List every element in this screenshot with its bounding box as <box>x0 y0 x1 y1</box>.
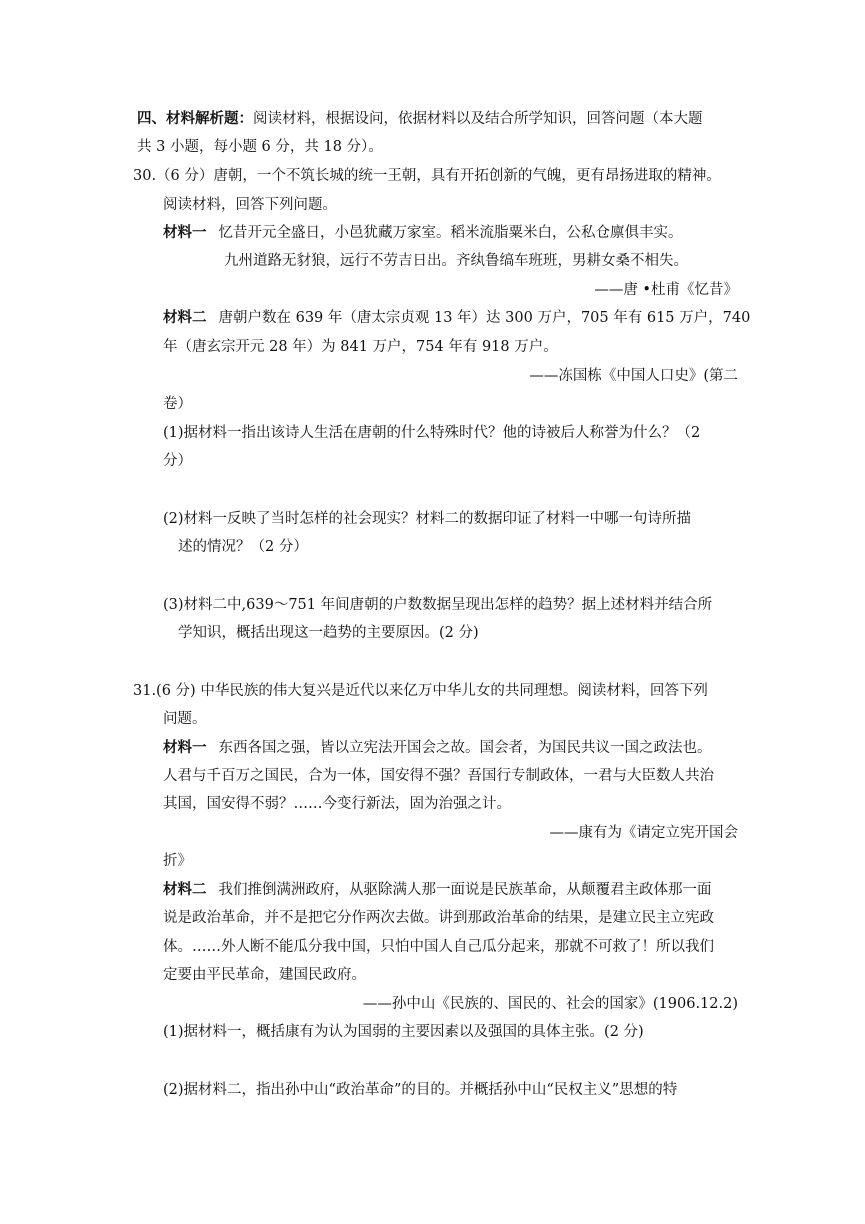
q30-subquestion-3-cont: 学知识，概括出现这一趋势的主要原因。(2 分) <box>178 625 479 641</box>
q31-material1-line1: 东西各国之强，皆以立宪法开国会之故。国会者，为国民共议一国之政法也。 <box>218 740 712 756</box>
q31-stem-line1: 31.(6 分) 中华民族的伟大复兴是近代以来亿万中华儿女的共同理想。阅读材料，回答下列 <box>133 683 708 699</box>
q31-material2-line1: 我们推倒满洲政府，从驱除满人那一面说是民族革命，从颠覆君主政体那一面 <box>218 882 712 898</box>
q30-material2 <box>163 308 750 328</box>
q31-material2-source: ——孙中山《民族的、国民的、社会的国家》(1906.12.2) <box>362 996 738 1012</box>
q30-material1-source: ——唐 •杜甫《忆昔》 <box>594 282 738 298</box>
q30-subquestion-2-cont: 述的情况？（2 分） <box>178 539 308 555</box>
q30-material2-label: 材料二 <box>163 309 207 326</box>
q30-material2-source-cont: 卷） <box>163 396 192 412</box>
q30-material1 <box>163 223 683 243</box>
q30-stem-line1: 30.（6 分）唐朝，一个不筑长城的统一王朝，具有开拓创新的气魄，更有昂扬进取的精神。 <box>133 168 721 184</box>
q30-material1-line1: 忆昔开元全盛日，小邑犹藏万家室。稻米流脂粟米白，公私仓廪俱丰实。 <box>218 225 683 241</box>
q31-subquestion-1: (1)据材料一，概括康有为认为国弱的主要因素以及强国的具体主张。(2 分) <box>163 1024 644 1040</box>
section-heading <box>137 109 703 129</box>
q30-stem-line2: 阅读材料，回答下列问题。 <box>163 197 337 213</box>
q31-stem-line2: 问题。 <box>163 711 207 727</box>
section-heading-label: 四、材料解析题： <box>137 110 253 127</box>
q31-material2-line2: 说是政治革命，并不是把它分作两次去做。讲到那政治革命的结果，是建立民主立宪政 <box>163 910 714 926</box>
q31-subquestion-2: (2)据材料二，指出孙中山“政治革命”的目的。并概括孙中山“民权主义”思想的特 <box>163 1082 678 1098</box>
q31-material1-source: ——康有为《请定立宪开国会 <box>549 825 738 841</box>
q31-material1-label: 材料一 <box>163 739 207 756</box>
q30-material2-source: ——冻国栋《中国人口史》(第二 <box>529 368 738 384</box>
q31-material2-line4: 定要由平民革命，建国民政府。 <box>163 967 366 983</box>
q30-subquestion-3: (3)材料二中,639～751 年间唐朝的户数数据呈现出怎样的趋势？据上述材料并结合所 <box>163 597 713 613</box>
q30-material1-label: 材料一 <box>163 224 207 241</box>
q31-material1-line3: 其国，国安得不弱？……今变行新法，固为治强之计。 <box>163 796 511 812</box>
section-heading-line2: 共 3 小题，每小题 6 分，共 18 分）。 <box>137 139 383 155</box>
q31-material2-label: 材料二 <box>163 881 207 898</box>
q30-subquestion-1-cont: 分） <box>163 453 192 469</box>
q30-subquestion-1: (1)据材料一指出该诗人生活在唐朝的什么特殊时代？他的诗被后人称誉为什么？（2 <box>163 425 701 441</box>
q30-subquestion-2: (2)材料一反映了当时怎样的社会现实？材料二的数据印证了材料一中哪一句诗所描 <box>163 511 692 527</box>
q31-material2-line3: 体。……外人断不能瓜分我中国，只怕中国人自己瓜分起来，那就不可救了！所以我们 <box>163 939 714 955</box>
q31-material1-source-cont: 折》 <box>163 853 192 869</box>
q30-material1-line2: 九州道路无豺狼，远行不劳吉日出。齐纨鲁缟车班班，男耕女桑不相失。 <box>224 253 688 269</box>
q31-material1-line2: 人君与千百万之国民，合为一体，国安得不强？吾国行专制政体，一君与大臣数人共治 <box>163 768 714 784</box>
q30-material2-line2: 年（唐玄宗开元 28 年）为 841 万户，754 年有 918 万户。 <box>163 339 558 355</box>
q30-material2-line1: 唐朝户数在 639 年（唐太宗贞观 13 年）达 300 万户，705 年有 615 万户，740 <box>218 310 751 326</box>
q31-material2 <box>163 880 712 900</box>
q31-material1 <box>163 738 712 758</box>
section-heading-text: 阅读材料，根据设问，依据材料以及结合所学知识，回答问题（本大题 <box>253 111 703 127</box>
